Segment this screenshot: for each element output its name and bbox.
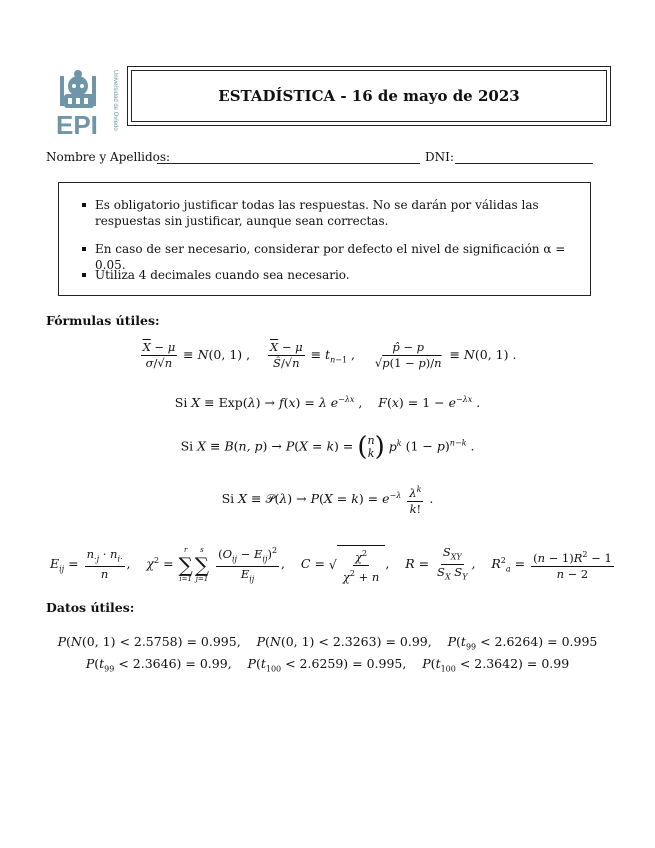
- exam-title: ESTADÍSTICA - 16 de mayo de 2023: [131, 70, 607, 122]
- formula-chi-square: $E_{ij}$ = $\frac{n_{\cdot j} \cdot n_{i\cdot}}{n}$ , $\chi^2$ = r ∑ i=1 s ∑ j=1 $\frac{(O_{ij} - E_{ij})^2}{E_{ij}}$ , C = √ $\frac{\chi^2}{\chi^2 + n}$ , R = $\frac{S_{XY}}{S_X S_Y}$ , $R^2_a$ = $\frac{(n - 1)R^2 - 1}{n - 2}$: [50, 544, 612, 584]
- dni-label: DNI:: [425, 150, 454, 164]
- university-logo-icon: [52, 66, 124, 138]
- logo-text: EPI: [56, 110, 98, 138]
- datos-line-1: P(N(0, 1) < 2.5758) = 0.995, P(N(0, 1) < 2.3263) = 0.99, $P(t_{99} < 2.6264) = 0.995$: [57, 634, 598, 652]
- datos-heading: Datos útiles:: [46, 600, 135, 615]
- dni-field[interactable]: [455, 163, 593, 164]
- instruction-item: Es obligatorio justificar todas las respuestas. No se darán por válidas las respuestas sin justificar, aunque sean correctas.: [95, 197, 580, 229]
- datos-line-2: $P(t_{99} < 2.3646) = 0.99$, $P(t_{100} < 2.6259) = 0.995$, $P(t_{100} < 2.3642) = 0.99$: [85, 656, 570, 674]
- formulas-heading: Fórmulas útiles:: [46, 313, 160, 328]
- logo-side-text: Universidad de Oviedo: [112, 70, 118, 131]
- instructions-box: [58, 182, 591, 296]
- instruction-item: Utiliza 4 decimales cuando sea necesario.: [95, 267, 580, 283]
- university-logo: [52, 66, 124, 138]
- instruction-item: En caso de ser necesario, considerar por defecto el nivel de significación α = 0.05.: [95, 241, 580, 273]
- formula-standardization: $\frac{\overline{X} - \mu}{\sigma/√n}$ ≡ N(0, 1) , $\frac{\overline{X} - \mu}{Ŝ/√n}$ ≡ $t_{n-1}$ , $\frac{p̂ - p}{√p(1 - p)/n}$ ≡ N(0, 1) .: [142, 340, 517, 370]
- name-field[interactable]: [157, 163, 420, 164]
- formula-binomial: Si X ≡ B(n, p) → P(X = k) = ( n k ) $p^k$ $(1 - p)^{n-k}$ .: [180, 432, 475, 462]
- name-label: Nombre y Apellidos:: [46, 150, 171, 164]
- title-box: [127, 66, 611, 126]
- formula-exponential: Si X ≡ Exp(λ) → f(x) = λ $e^{-\lambda x}$ , $F(x) = 1 - e^{-\lambda x}$ .: [174, 395, 481, 411]
- formula-poisson: Si X ≡ 𝒫(λ) → $P(X = k) = e^{-\lambda}$ $\frac{\lambda^k}{k!}$ .: [0, 482, 655, 517]
